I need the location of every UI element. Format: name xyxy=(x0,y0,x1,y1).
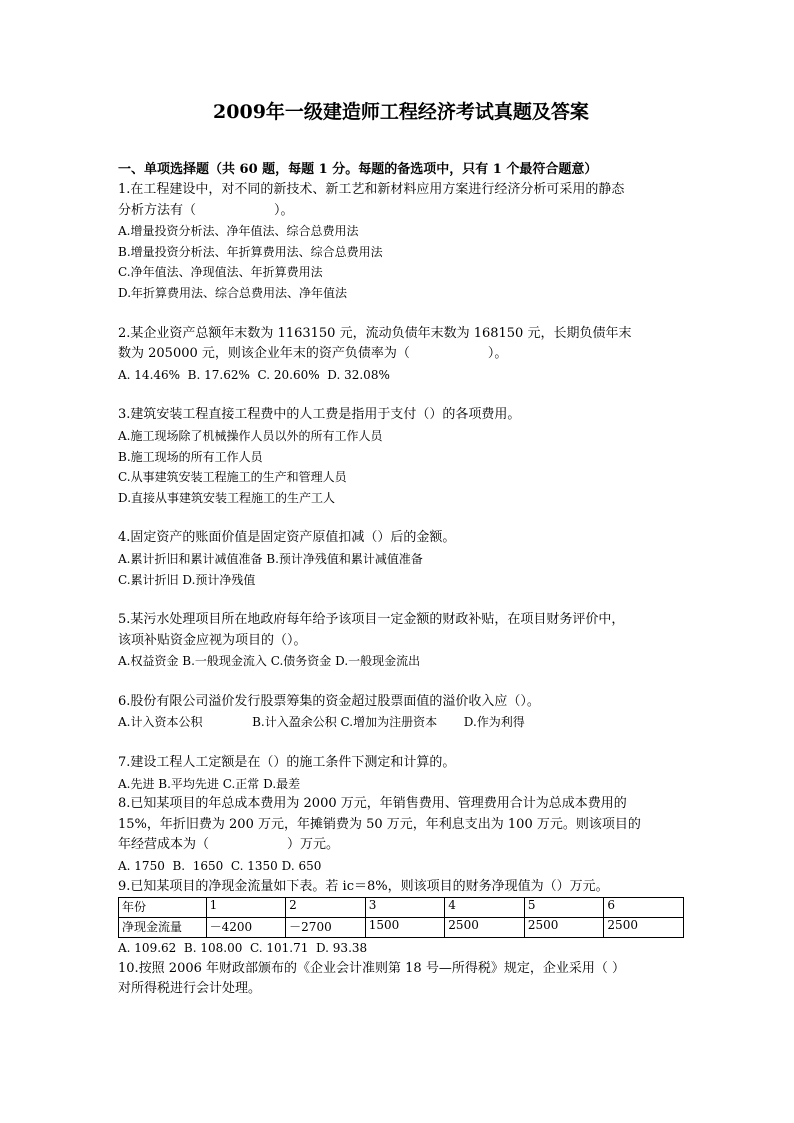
question-3 xyxy=(118,405,684,508)
question-2 xyxy=(118,324,684,386)
options-line: A.权益资金 B.一般现金流入 C.债务资金 D.一般现金流出 xyxy=(118,654,421,669)
table-cell: 1500 xyxy=(365,918,445,938)
question-text: 该项补贴资金应视为项目的（）。 xyxy=(118,632,307,648)
table-cell: 2500 xyxy=(524,918,604,938)
question-text: 对所得税进行会计处理。 xyxy=(118,981,262,997)
cash-flow-table xyxy=(118,897,684,938)
document-page xyxy=(118,100,684,1000)
question-1 xyxy=(118,180,684,304)
table-cell: 1 xyxy=(206,898,286,918)
question-text: 5.某污水处理项目所在地政府每年给予该项目一定金额的财政补贴，在项目财务评价中， xyxy=(118,612,625,628)
table-cell: －4200 xyxy=(206,918,286,938)
table-cell: 6 xyxy=(604,898,684,918)
question-text: 1.在工程建设中，对不同的新技术、新工艺和新材料应用方案进行经济分析可采用的静态 xyxy=(118,182,625,197)
option-d: D.直接从事建筑安装工程施工的生产工人 xyxy=(118,490,336,505)
table-cell: 2500 xyxy=(604,918,684,938)
option-a: A.增量投资分析法、净年值法、综合总费用法 xyxy=(118,224,359,239)
table-cell: －2700 xyxy=(286,918,366,938)
question-4 xyxy=(118,528,684,590)
question-10 xyxy=(118,959,684,1000)
question-text: 数为 205000 元，则该企业年末的资产负债率为（ ）。 xyxy=(118,346,508,362)
question-text: 3.建筑安装工程直接工程费中的人工费是指用于支付（）的各项费用。 xyxy=(118,407,521,423)
table-cell: 2 xyxy=(286,898,366,918)
table-cell: 2500 xyxy=(445,918,525,938)
options-line: A. 109.62 B. 108.00 C. 101.71 D. 93.38 xyxy=(118,941,368,956)
question-text: 年经营成本为（ ）万元。 xyxy=(118,837,340,853)
table-cell: 3 xyxy=(365,898,445,918)
question-text: 10.按照 2006 年财政部颁布的《企业会计准则第 18 号—所得税》规定，企业采用（ ） xyxy=(118,960,625,976)
question-6 xyxy=(118,692,684,733)
options-line: A.先进 B.平均先进 C.正常 D.最差 xyxy=(118,776,301,791)
table-row xyxy=(119,918,684,938)
section-heading: 一、单项选择题（共 60 题，每题 1 分。每题的备选项中，只有 1 个最符合题意） xyxy=(118,162,598,177)
options-line: A.累计折旧和累计减值准备 B.预计净残值和累计减值准备 xyxy=(118,551,423,566)
question-text: 8.已知某项目的年总成本费用为 2000 万元，年销售费用、管理费用合计为总成本费用的 xyxy=(118,796,627,812)
page-title: 2009年一级建造师工程经济考试真题及答案 xyxy=(213,101,589,123)
question-5 xyxy=(118,610,684,672)
option-c: C.净年值法、净现值法、年折算费用法 xyxy=(118,265,323,280)
question-7 xyxy=(118,753,684,794)
question-text: 2.某企业资产总额年末数为 1163150 元，流动负债年末数为 168150 元，长期负债年末 xyxy=(118,325,632,341)
question-text: 6.股份有限公司溢价发行股票筹集的资金超过股票面值的溢价收入应（）。 xyxy=(118,693,540,709)
table-row xyxy=(119,898,684,918)
table-cell: 5 xyxy=(524,898,604,918)
option-b: B.施工现场的所有工作人员 xyxy=(118,449,263,464)
option-d: D.年折算费用法、综合总费用法、净年值法 xyxy=(118,285,348,300)
question-text: 分析方法有（ ）。 xyxy=(118,202,294,218)
table-cell: 4 xyxy=(445,898,525,918)
table-cell: 年份 xyxy=(119,898,207,918)
options-line: C.累计折旧 D.预计净残值 xyxy=(118,572,256,587)
options-line: A. 14.46% B. 17.62% C. 20.60% D. 32.08% xyxy=(118,367,390,382)
question-8 xyxy=(118,794,684,876)
question-9 xyxy=(118,877,684,959)
question-text: 4.固定资产的账面价值是固定资产原值扣减（）后的金额。 xyxy=(118,530,456,546)
question-text: 15%，年折旧费为 200 万元，年摊销费为 50 万元，年利息支出为 100 万元。则该项目的 xyxy=(118,816,641,832)
options-line: A. 1750 B. 1650 C. 1350 D. 650 xyxy=(118,859,322,874)
options-line: A.计入资本公积 B.计入盈余公积 C.增加为注册资本 D.作为利得 xyxy=(118,715,525,730)
option-b: B.增量投资分析法、年折算费用法、综合总费用法 xyxy=(118,244,383,259)
table-cell: 净现金流量 xyxy=(119,918,207,938)
question-text: 7.建设工程人工定额是在（）的施工条件下测定和计算的。 xyxy=(118,755,456,771)
option-a: A.施工现场除了机械操作人员以外的所有工作人员 xyxy=(118,428,383,443)
question-text: 9.已知某项目的净现金流量如下表。若 ic＝8%，则该项目的财务净现值为（）万元。 xyxy=(118,878,609,894)
option-c: C.从事建筑安装工程施工的生产和管理人员 xyxy=(118,470,347,485)
